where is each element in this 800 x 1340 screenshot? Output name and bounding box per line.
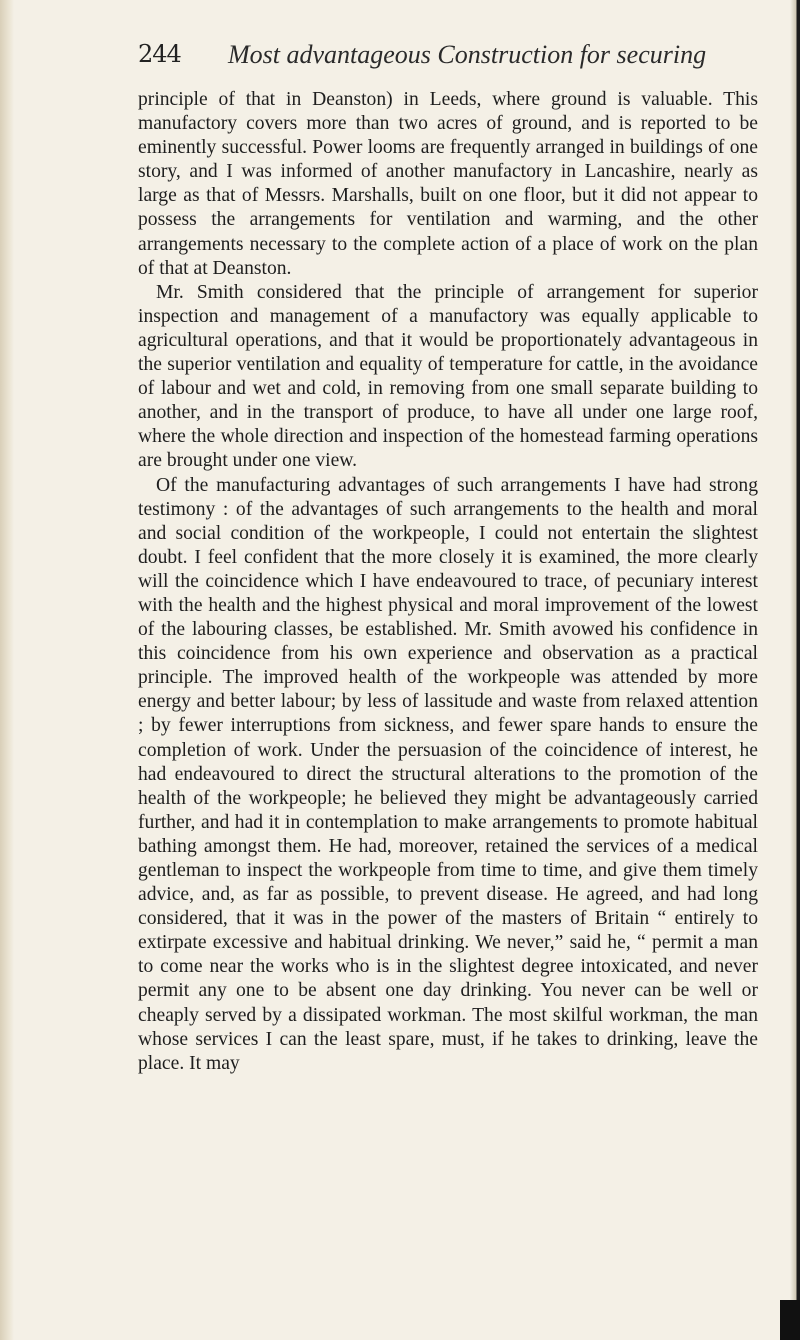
running-header	[138, 40, 758, 84]
running-title: Most advantageous Construction for securing	[228, 40, 707, 69]
body-text	[138, 88, 758, 1076]
page-number: 244	[138, 40, 181, 68]
page-corner-shadow	[780, 1300, 800, 1340]
page-gutter	[0, 0, 14, 1340]
page-edge	[790, 0, 800, 1340]
paragraph-mr-smith: Mr. Smith considered that the principle of arrangement for superior inspection and management of a manufactory was equally applicable to agricultural operations, and that it would be proportionately advantageous in the superior ventilation and equality of temperature for cattle, in the avoidance of labour and wet and cold, in removing from one small separate building to another, and in the transport of produce, to have all under one large roof, where the whole direction and inspection of the homestead farming operations are brought under one view.	[138, 281, 758, 472]
paragraph-manufacturing-advantages: Of the manufacturing advantages of such arrangements I have had strong testimony : of the advantages of such arrangements to the health and moral and social condition of the workpeople, I could not entertain the slightest doubt. I feel confident that the more closely it is examined, the more clearly will the coincidence which I have endeavoured to trace, of pecuniary interest with the health and the highest physical and moral improvement of the lowest of the labouring classes, be established. Mr. Smith avowed his confidence in this coincidence from his own experience and observation as a practical principle. The improved health of the workpeople was attended by more energy and better labour; by less of lassitude and waste from relaxed attention ; by fewer interruptions from sickness, and fewer spare hands to ensure the completion of work. Under the persuasion of the coincidence of interest, he had endeavoured to direct the structural alterations to the promotion of the health of the workpeople; he believed they might be advantageously carried further, and had it in contemplation to make arrangements to promote habitual bathing amongst them. He had, moreover, retained the services of a medical gentleman to inspect the workpeople from time to time, and give them timely advice, and, as far as possible, to prevent disease. He agreed, and had long considered, that it was in the power of the masters of Britain “ entirely to extirpate excessive and habitual drinking. We never,” said he, “ permit a man to come near the works who is in the slightest degree intoxicated, and never permit any one to be absent one day drinking. You never can be well or cheaply served by a dissipated workman. The most skilful workman, the man whose services I can the least spare, must, if he takes to drinking, leave the place. It may	[138, 474, 758, 1074]
paragraph-continued: principle of that in Deanston) in Leeds, where ground is valuable. This manufactory covers more than two acres of ground, and is reported to be eminently successful. Power looms are frequently arranged in buildings of one story, and I was informed of another manufactory in Lancashire, nearly as large as that of Messrs. Marshalls, built on one floor, but it did not appear to possess the arrangements for ventilation and warming, and the other arrangements necessary to the complete action of a place of work on the plan of that at Deanston.	[138, 89, 758, 279]
